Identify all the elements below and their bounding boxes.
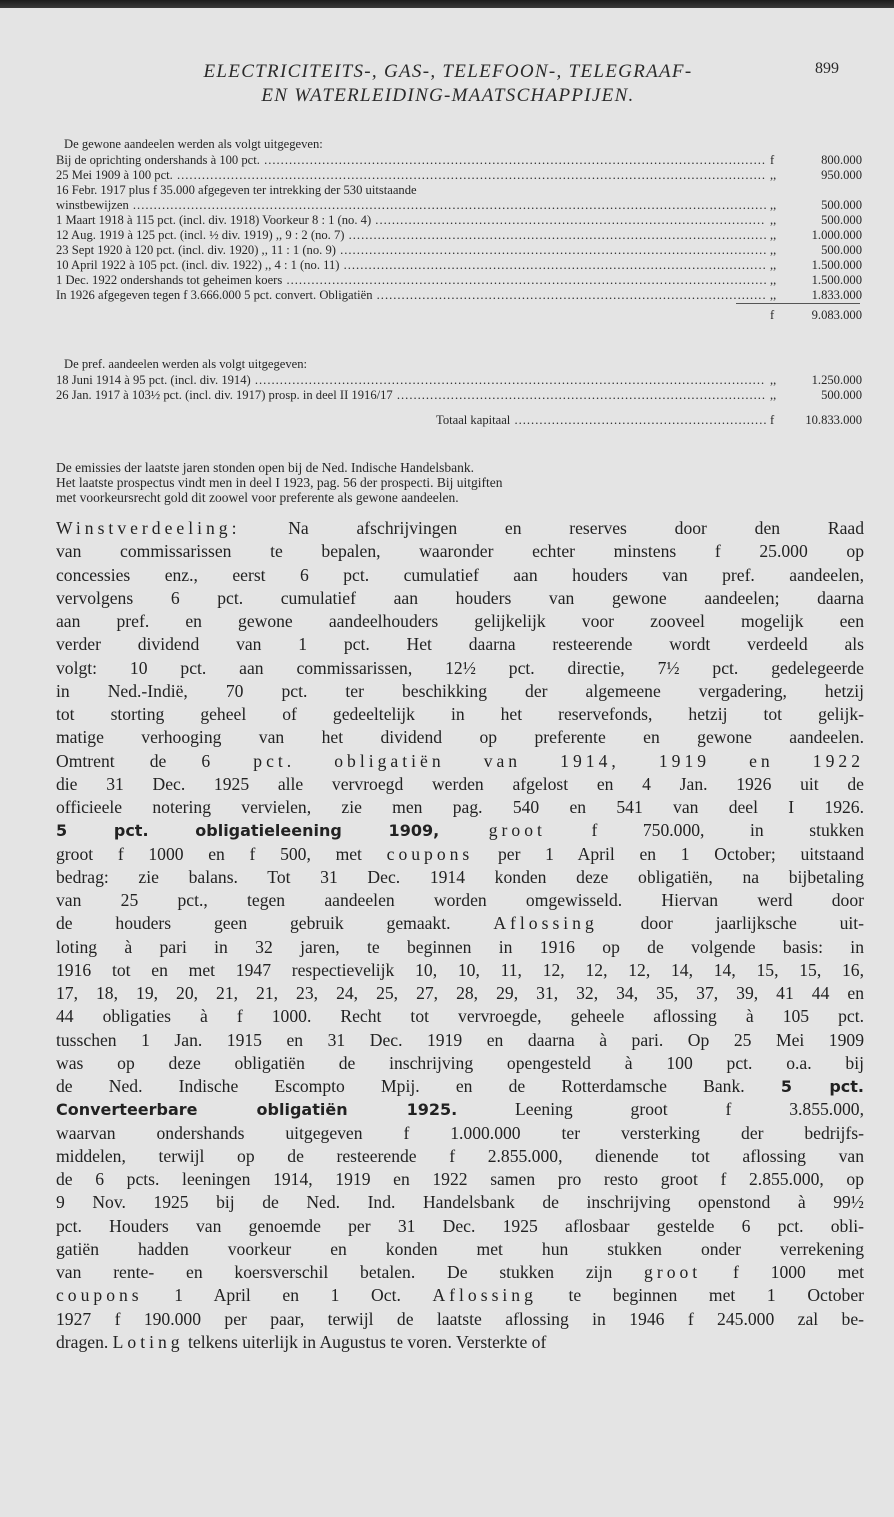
text-run: officieele notering vervielen, zie men pag. 540 en 541 van deel I 1926. [56, 797, 864, 817]
text-run: 17, 18, 19, 20, 21, 21, 23, 24, 25, 27, 28, 29, 31, 32, 34, 35, 37, 39, 41 44 en [56, 983, 864, 1003]
row-amount: 500.000 [821, 198, 862, 212]
text-line [56, 726, 864, 749]
text-line [56, 610, 864, 633]
section-heading: 5 pct. [780, 1077, 864, 1096]
text-run: volgt: 10 pct. aan commissarissen, 12½ pct. directie, 7½ pct. gedelegeerde [56, 657, 864, 678]
text-line [56, 1052, 864, 1075]
text-run: tusschen 1 Jan. 1915 en 31 Dec. 1919 en daarna à pari. Op 25 Mei 1909 [56, 1029, 864, 1050]
text-run: f 1000 met [701, 1262, 864, 1282]
row-description: 18 Juni 1914 à 95 pct. (incl. div. 1914) ..... [56, 373, 766, 388]
text-run: 1 April en 1 Oct. [142, 1285, 433, 1306]
text-line [56, 1331, 864, 1354]
row-amount: 500.000 [821, 213, 862, 227]
text-run: in Ned.-Indië, 70 pct. ter beschikking der algemeene vergadering, hetzij [56, 680, 864, 701]
text-run: vervolgens 6 pct. cumulatief aan houders van gewone aandeelen; daarna [56, 587, 864, 608]
text-run: de houders geen gebruik gemaakt. [56, 913, 494, 934]
text-run: Loting [112, 1331, 184, 1352]
table-row [56, 198, 862, 213]
row-amount: 500.000 [821, 388, 862, 402]
text-run: dragen. [56, 1331, 113, 1352]
row-currency: ,, [770, 198, 777, 212]
total-row [56, 413, 862, 428]
text-line [56, 750, 864, 773]
pref-shares-intro: De pref. aandeelen werden als volgt uitgegeven: [64, 357, 308, 371]
text-run: matige verhooging van het dividend op preferente en gewone aandeelen. [56, 727, 864, 748]
note-line: Het laatste prospectus vindt men in deel I 1923, pag. 56 der prospecti. Bij uitgiften [56, 475, 503, 490]
text-line [56, 1145, 864, 1168]
row-description: 16 Febr. 1917 plus f 35.000 afgegeven ter intrekking der 530 uitstaande [56, 183, 417, 197]
row-description: In 1926 afgegeven tegen f 3.666.000 5 pct. convert. Obligatiën ..... [56, 288, 766, 303]
text-run: 9 Nov. 1925 bij de Ned. Ind. Handelsbank de inschrijving openstond à 99½ [56, 1192, 864, 1213]
total-amount: 10.833.000 [805, 413, 862, 427]
text-line [56, 1122, 864, 1145]
row-currency: ,, [770, 228, 777, 242]
text-line [56, 796, 864, 819]
text-line [56, 1215, 864, 1238]
note-line: De emissies der laatste jaren stonden open bij de Ned. Indische Handelsbank. [56, 460, 474, 475]
text-run: van commissarissen te bepalen, waaronder echter minstens f 25.000 op [56, 541, 864, 562]
table-row [56, 258, 862, 273]
common-shares-table [56, 136, 862, 323]
text-run: 1927 f 190.000 per paar, terwijl de laatste aflossing in 1946 f 245.000 zal be- [56, 1308, 864, 1329]
row-amount: 1.000.000 [811, 228, 862, 242]
subtotal-currency: f [770, 308, 775, 322]
text-run: loting à pari in 32 jaren, te beginnen in 1916 op de volgende basis: in [56, 936, 864, 957]
table-row [56, 243, 862, 258]
text-run: f 750.000, in stukken [545, 820, 864, 841]
row-amount [792, 183, 862, 198]
text-line [56, 773, 864, 796]
row-currency: ,, [770, 258, 777, 272]
row-amount: 1.833.000 [811, 288, 862, 302]
text-line [56, 1191, 864, 1214]
text-line [56, 866, 864, 889]
row-amount: 800.000 [821, 153, 862, 167]
row-currency: ,, [770, 388, 777, 402]
total-label: Totaal kapitaal ..... [56, 413, 766, 428]
row-description: 26 Jan. 1917 à 103½ pct. (incl. div. 1917) prosp. in deel II 1916/17 ..... [56, 388, 766, 403]
scan-edge [0, 0, 894, 8]
emission-notes [56, 460, 862, 505]
row-description: 10 April 1922 à 105 pct. (incl. div. 1922) ,, 4 : 1 (no. 11) ..... [56, 258, 766, 273]
text-run: concessies enz., eerst 6 pct. cumulatief aan houders van pref. aandeelen, [56, 564, 864, 585]
text-run: door jaarlijksche uit- [597, 913, 864, 934]
table-row [56, 183, 862, 198]
row-description: 1 Dec. 1922 ondershands tot geheimen koers ..... [56, 273, 766, 288]
pref-shares-table [56, 356, 862, 428]
table-row [56, 273, 862, 288]
text-line [56, 1284, 864, 1307]
row-amount: 500.000 [821, 243, 862, 257]
text-line [56, 819, 864, 842]
subtotal-row [56, 308, 862, 323]
text-run: verder dividend van 1 pct. Het daarna resteerende wordt verdeeld als [56, 634, 864, 655]
row-currency [766, 183, 792, 198]
row-amount: 1.250.000 [811, 373, 862, 387]
page-header [58, 60, 838, 108]
text-run: middelen, terwijl op de resteerende f 2.855.000, dienende tot aflossing van [56, 1145, 864, 1166]
text-run: per 1 April en 1 October; uitstaand [473, 843, 864, 864]
text-run: waarvan ondershands uitgegeven f 1.000.000 ter versterking der bedrijfs- [56, 1122, 864, 1143]
total-currency: f [770, 413, 775, 427]
text-run: die 31 Dec. 1925 alle vervroegd werden afgelost en 4 Jan. 1926 uit de [56, 773, 864, 794]
body-text [56, 517, 864, 1354]
text-run: 6 pct. obligatiën van 1914, 1919 en 1922 [201, 750, 864, 771]
common-shares-intro: De gewone aandeelen werden als volgt uitgegeven: [64, 137, 323, 151]
table-row [56, 388, 862, 403]
text-run: aan pref. en gewone aandeelhouders gelijkelijk voor zooveel mogelijk een [56, 611, 864, 631]
text-run: Na afschrijvingen en reserves door den Raad [240, 518, 864, 538]
table-row [56, 373, 862, 388]
header-line-1: ELECTRICITEITS-, GAS-, TELEFOON-, TELEGRAAF- [203, 61, 693, 82]
text-line [56, 982, 864, 1005]
text-line [56, 564, 864, 587]
text-run: coupons [56, 1285, 143, 1306]
text-run: telkens uiterlijk in Augustus te voren. Versterkte of [183, 1331, 547, 1352]
subtotal-amount: 9.083.000 [811, 308, 862, 322]
text-run: Aflossing [432, 1285, 537, 1306]
text-run: pct. Houders van genoemde per 31 Dec. 1925 aflosbaar gestelde 6 pct. obli- [56, 1215, 864, 1236]
text-run: 44 obligaties à f 1000. Recht tot vervroegde, geheele aflossing à 105 pct. [56, 1006, 864, 1027]
text-line [56, 1075, 864, 1098]
text-run: te beginnen met 1 October [536, 1285, 864, 1306]
row-currency: ,, [770, 243, 777, 257]
row-description: 12 Aug. 1919 à 125 pct. (incl. ½ div. 1919) ,, 9 : 2 (no. 7) ..... [56, 228, 766, 243]
table-row [56, 288, 862, 303]
table-row [56, 153, 862, 168]
text-run: bedrag: zie balans. Tot 31 Dec. 1914 konden deze obligatiën, na bijbetaling [56, 866, 864, 887]
text-run: groot f 1000 en f 500, met [56, 843, 387, 864]
table-row [56, 228, 862, 243]
text-line [56, 843, 864, 866]
text-line [56, 1005, 864, 1028]
page-number: 899 [815, 60, 839, 77]
row-currency: f [770, 153, 775, 167]
text-run: de 6 pcts. leeningen 1914, 1919 en 1922 samen pro resto groot f 2.855.000, op [56, 1169, 864, 1189]
text-run: coupons [386, 843, 474, 864]
row-amount: 1.500.000 [811, 258, 862, 272]
text-run: 1916 tot en met 1947 respectievelijk 10, 10, 11, 12, 12, 12, 14, 14, 15, 15, 16, [56, 959, 864, 980]
text-run: groot [439, 820, 546, 841]
row-currency: ,, [770, 273, 777, 287]
text-line [56, 657, 864, 680]
text-line [56, 540, 864, 563]
text-run: de Ned. Indische Escompto Mpij. en de Rotterdamsche Bank. [56, 1076, 781, 1096]
text-line [56, 703, 864, 726]
section-heading: Converteerbare obligatiën 1925. [56, 1100, 458, 1120]
header-line-2: EN WATERLEIDING-MAATSCHAPPIJEN. [261, 85, 635, 106]
text-line [56, 587, 864, 610]
text-run: van rente- en koersverschil betalen. De stukken zijn [56, 1262, 645, 1282]
row-currency: ,, [770, 373, 777, 387]
text-run: groot [644, 1262, 702, 1282]
row-currency: ,, [770, 288, 777, 302]
row-currency: ,, [770, 213, 777, 227]
row-description: Bij de oprichting ondershands à 100 pct. ..... [56, 153, 766, 168]
text-line [56, 1238, 864, 1261]
text-run: was op deze obligatiën de inschrijving opengesteld à 100 pct. o.a. bij [56, 1052, 864, 1073]
section-heading: 5 pct. obligatieleening 1909, [56, 821, 440, 841]
row-amount: 1.500.000 [811, 273, 862, 287]
text-run: Omtrent de [56, 750, 202, 771]
text-line [56, 1029, 864, 1052]
text-line [56, 1098, 864, 1121]
text-line [56, 517, 864, 540]
row-currency: ,, [770, 168, 777, 182]
text-run: Leening groot f 3.855.000, [457, 1099, 864, 1120]
row-amount: 950.000 [821, 168, 862, 182]
text-run: tot storting geheel of gedeeltelijk in het reservefonds, hetzij tot gelijk- [56, 704, 864, 724]
text-run: gatiën hadden voorkeur en konden met hun stukken onder verrekening [56, 1238, 864, 1259]
row-description: winstbewijzen ..... [56, 198, 766, 213]
text-run: van 25 pct., tegen aandeelen worden omgewisseld. Hiervan werd door [56, 890, 864, 910]
table-row [56, 213, 862, 228]
text-line [56, 912, 864, 935]
note-line: met voorkeursrecht gold dit zoowel voor preferente als gewone aandeelen. [56, 490, 459, 505]
text-line [56, 959, 864, 982]
text-line [56, 633, 864, 656]
text-line [56, 1261, 864, 1284]
text-line [56, 889, 864, 912]
text-line [56, 1168, 864, 1191]
text-run: Winstverdeeling: [56, 518, 241, 538]
row-description: 25 Mei 1909 à 100 pct. ..... [56, 168, 766, 183]
table-row [56, 168, 862, 183]
text-line [56, 1308, 864, 1331]
row-description: 23 Sept 1920 à 120 pct. (incl. div. 1920) ,, 11 : 1 (no. 9) ..... [56, 243, 766, 258]
text-line [56, 680, 864, 703]
row-description: 1 Maart 1918 à 115 pct. (incl. div. 1918) Voorkeur 8 : 1 (no. 4) ..... [56, 213, 766, 228]
text-run: Aflossing [493, 913, 598, 934]
text-line [56, 936, 864, 959]
